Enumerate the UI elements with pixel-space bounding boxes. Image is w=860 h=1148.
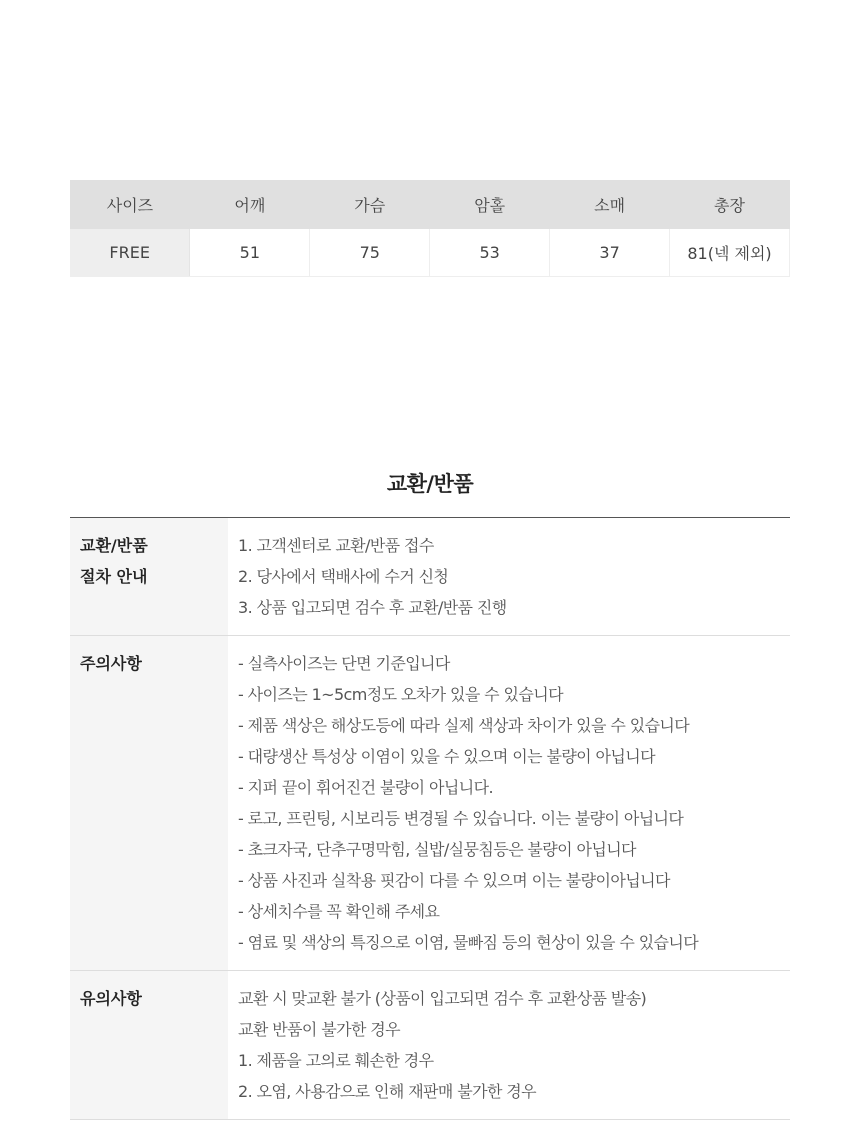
info-head-line: 절차 안내 (80, 567, 148, 586)
info-head-line: 유의사항 (80, 989, 142, 1008)
info-line: - 제품 색상은 해상도등에 따라 실제 색상과 차이가 있을 수 있습니다 (238, 716, 690, 735)
header-chest: 가슴 (310, 180, 430, 229)
cell-total-length: 81(넥 제외) (670, 229, 790, 277)
info-line: - 초크자국, 단추구명막힘, 실밥/실뭉침등은 불량이 아닙니다 (238, 840, 636, 859)
exchange-info-table (70, 517, 790, 1120)
info-head-line: 교환/반품 (80, 536, 148, 555)
exchange-section-title: 교환/반품 (386, 472, 474, 496)
info-line: 1. 고객센터로 교환/반품 접수 (238, 536, 434, 555)
info-row-notes (70, 971, 790, 1120)
info-line: 교환 반품이 불가한 경우 (238, 1020, 401, 1039)
info-head-cautions (70, 636, 228, 970)
size-table (70, 180, 790, 277)
cell-armhole: 53 (430, 229, 550, 277)
info-line: - 실측사이즈는 단면 기준입니다 (238, 654, 450, 673)
size-table-row (70, 229, 790, 277)
header-total-length: 총장 (670, 180, 790, 229)
header-shoulder: 어깨 (190, 180, 310, 229)
cell-sleeve: 37 (550, 229, 670, 277)
info-line: - 상세치수를 꼭 확인해 주세요 (238, 902, 440, 921)
info-head-procedure (70, 518, 228, 635)
cell-size: FREE (70, 229, 190, 277)
info-body-cautions (228, 636, 790, 970)
info-body-notes (228, 971, 790, 1119)
info-line: - 대량생산 특성상 이염이 있을 수 있으며 이는 불량이 아닙니다 (238, 747, 655, 766)
info-head-notes (70, 971, 228, 1119)
info-line: - 염료 및 색상의 특징으로 이염, 물빠짐 등의 현상이 있을 수 있습니다 (238, 933, 699, 952)
cell-shoulder: 51 (190, 229, 310, 277)
info-row-cautions (70, 636, 790, 971)
info-row-procedure (70, 518, 790, 636)
info-line: - 상품 사진과 실착용 핏감이 다를 수 있으며 이는 불량이아닙니다 (238, 871, 670, 890)
info-line: 3. 상품 입고되면 검수 후 교환/반품 진행 (238, 598, 507, 617)
info-line: - 로고, 프린팅, 시보리등 변경될 수 있습니다. 이는 불량이 아닙니다 (238, 809, 684, 828)
info-line: 2. 당사에서 택배사에 수거 신청 (238, 567, 449, 586)
info-line: 교환 시 맞교환 불가 (상품이 입고되면 검수 후 교환상품 발송) (238, 989, 647, 1008)
header-sleeve: 소매 (550, 180, 670, 229)
info-body-procedure (228, 518, 790, 635)
info-line: 2. 오염, 사용감으로 인해 재판매 불가한 경우 (238, 1082, 537, 1101)
cell-chest: 75 (310, 229, 430, 277)
info-head-line: 주의사항 (80, 654, 142, 673)
info-line: - 사이즈는 1~5cm정도 오차가 있을 수 있습니다 (238, 685, 563, 704)
header-size: 사이즈 (70, 180, 190, 229)
size-table-header-row (70, 180, 790, 229)
header-armhole: 암홀 (430, 180, 550, 229)
info-line: - 지퍼 끝이 휘어진건 불량이 아닙니다. (238, 778, 493, 797)
info-line: 1. 제품을 고의로 훼손한 경우 (238, 1051, 434, 1070)
